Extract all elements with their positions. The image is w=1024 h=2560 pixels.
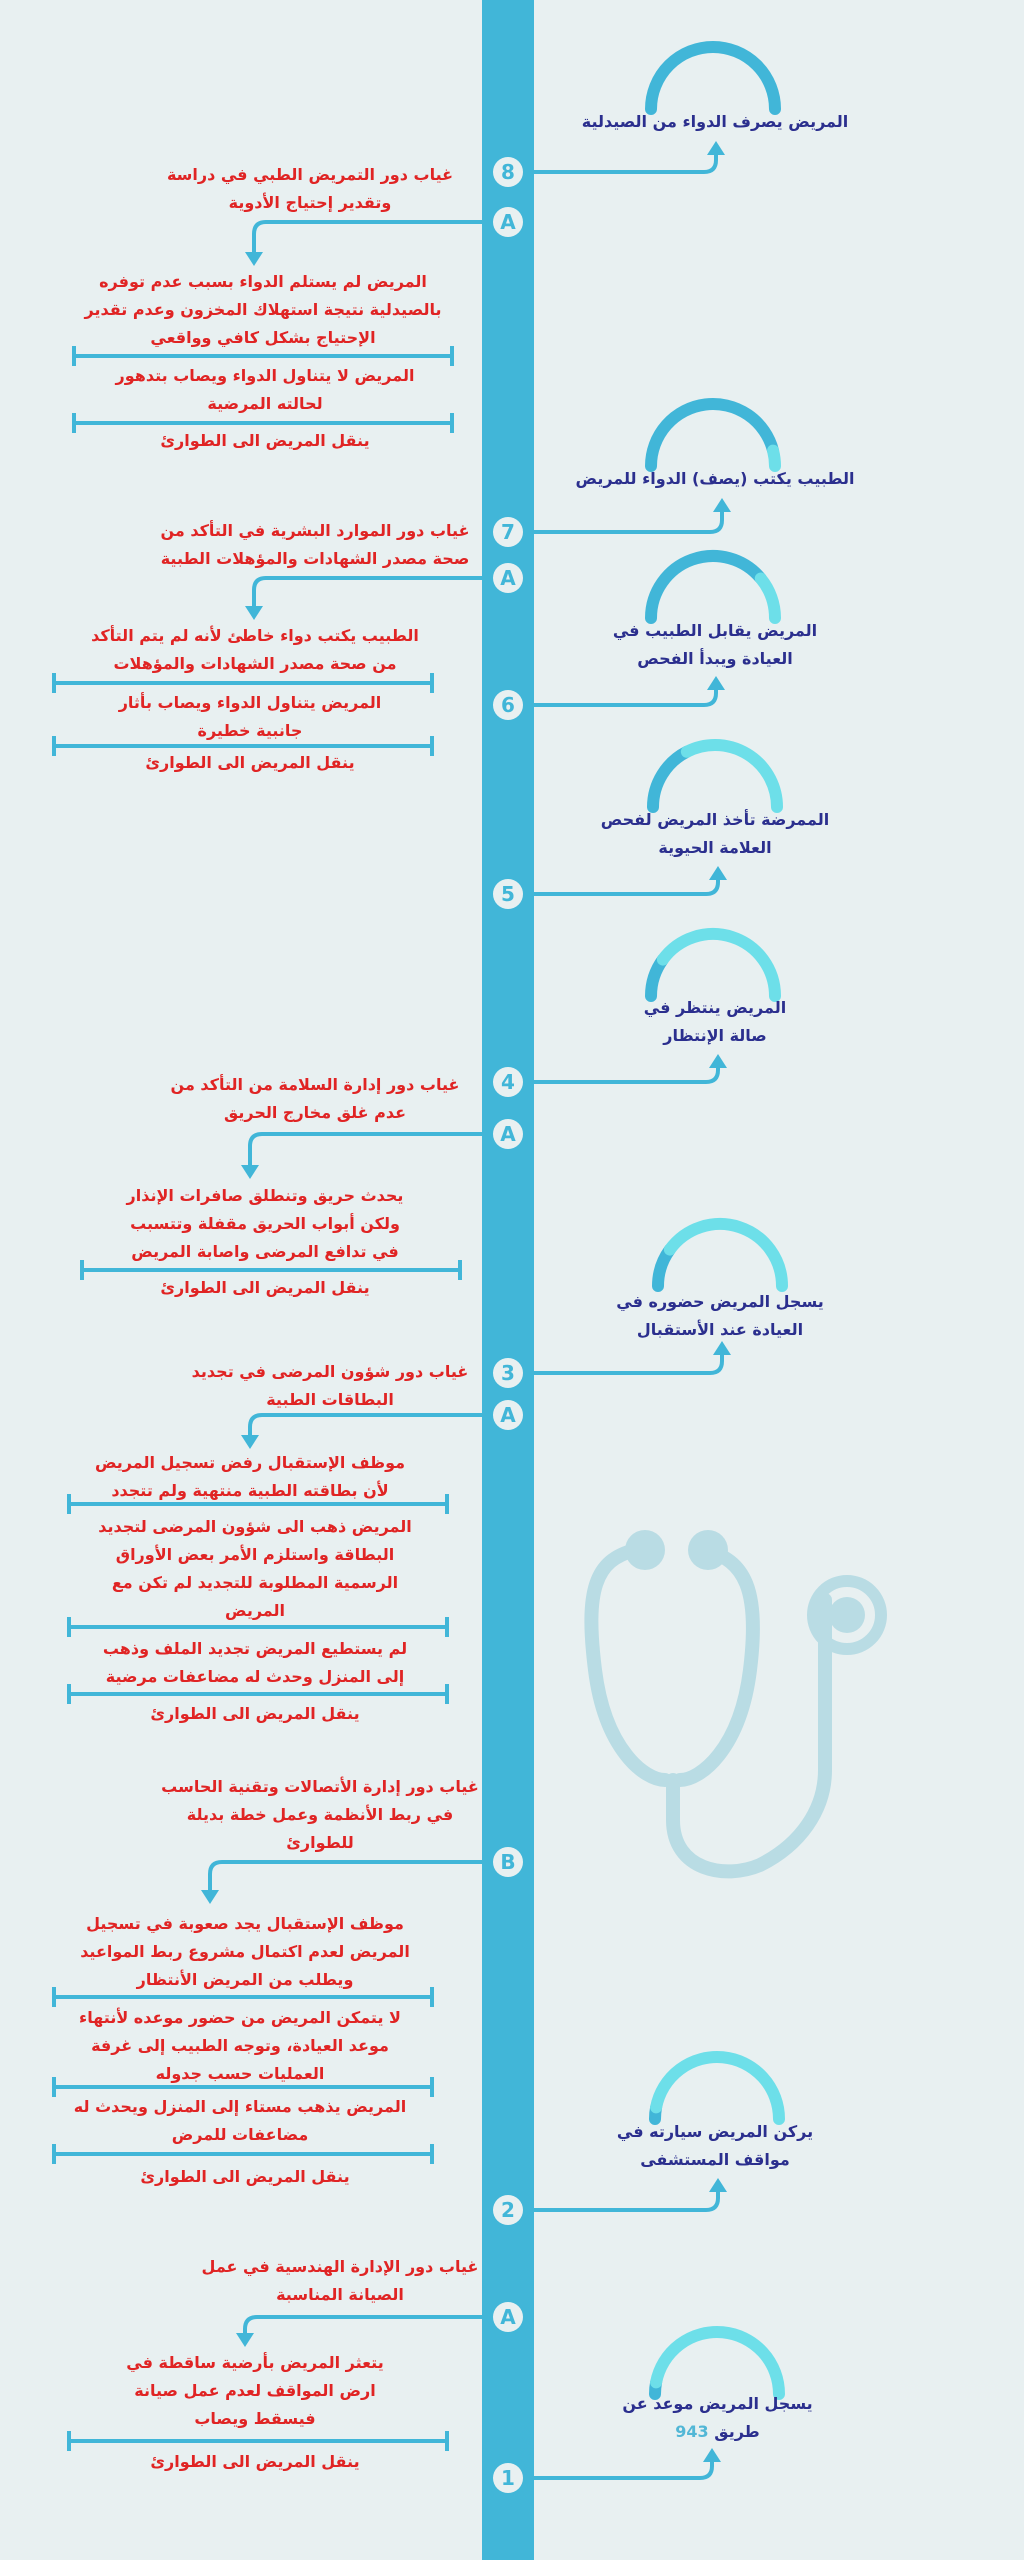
failure-cause: غياب دور إدارة الأتصالات وتقنية الحاسب في ربط الأنظمة وعمل خطة بديلة للطوارئ: [161, 1777, 479, 1852]
progress-arc-remaining: [773, 451, 775, 466]
arrow-head: [709, 1054, 727, 1068]
progress-arc-remaining: [663, 934, 775, 996]
stage-description: يسجل المريض حضوره في العيادة عند الأستقبال: [616, 1292, 824, 1339]
failure-badge-a: A: [493, 1400, 523, 1430]
stage-badge-6: 6: [493, 690, 523, 720]
arrow-head: [713, 498, 731, 512]
failure-effect: لا يتمكن المريض من حضور موعده لأنتهاء موعد العيادة، وتوجه الطبيب إلى غرفة العمليات حسب جدوله: [79, 2008, 401, 2083]
stage-description: الممرضة تأخذ المريض لفحص العلامة الحيوية: [600, 810, 830, 857]
progress-arc-filled: [651, 556, 761, 618]
failure-effect: موظف الإستقبال يجد صعوبة في تسجيل المريض لعدم اكتمال مشروع ربط المواعيد ويطلب من المريض الأنتظار: [80, 1914, 410, 1989]
connector-right: [534, 2458, 712, 2478]
failure-cause: غياب دور الموارد البشرية في التأكد من صحة مصدر الشهادات والمؤهلات الطبية: [160, 521, 470, 568]
separator: [52, 681, 434, 685]
stage-badge-7: 7: [493, 517, 523, 547]
arrow-head: [703, 2448, 721, 2462]
failure-final: ينقل المريض الى الطوارئ: [140, 2167, 350, 2186]
progress-arc-remaining: [656, 2332, 779, 2394]
failure-cause: غياب دور إدارة السلامة من التأكد من عدم غلق مخارج الحريق: [170, 1075, 460, 1122]
connector-left: [250, 1415, 482, 1439]
stage-badge-5: 5: [493, 879, 523, 909]
connector-right: [534, 686, 716, 705]
failure-final: ينقل المريض الى الطوارئ: [160, 431, 370, 450]
failure-badge-b: B: [493, 1847, 523, 1877]
phone-number: 943: [675, 2422, 709, 2441]
failure-effect: المريض يتناول الدواء ويصاب بأثار جانبية خطيرة: [118, 693, 382, 740]
separator: [67, 2439, 449, 2443]
separator: [52, 744, 434, 748]
progress-arc-remaining: [761, 578, 775, 618]
separator: [67, 1502, 449, 1506]
stage-description-line2: [600, 2418, 835, 2446]
progress-arc: [640, 733, 790, 813]
stage-description: المريض ينتظر في صالة الإنتظار: [643, 998, 787, 1045]
progress-arc-remaining: [687, 745, 777, 807]
separator: [72, 354, 454, 358]
separator: [52, 1995, 434, 1999]
stage-description: [600, 2390, 835, 2446]
arrow-head: [709, 2178, 727, 2192]
arrow-head: [201, 1890, 219, 1904]
failure-effect: الطبيب يكتب دواء خاطئ لأنه لم يتم التأكد من صحة مصدر الشهادات والمؤهلات: [91, 626, 419, 673]
failure-cause: غياب دور شؤون المرضى في تجديد البطاقات الطبية: [191, 1362, 469, 1409]
connector-right: [534, 1064, 718, 1082]
progress-arc: [642, 2045, 792, 2125]
stage-badge-2: 2: [493, 2195, 523, 2225]
stage-description: المريض يصرف الدواء من الصيدلية: [581, 112, 849, 131]
failure-effect: موظف الإستقبال رفض تسجيل المريض لأن بطاقته الطبية منتهية ولم تتجدد: [94, 1453, 406, 1500]
progress-arc: [642, 2320, 792, 2400]
stage-description: يركن المريض سيارته في مواقف المستشفى: [616, 2122, 814, 2169]
failure-badge-a: A: [493, 563, 523, 593]
progress-arc: [638, 392, 788, 472]
arrow-head: [707, 676, 725, 690]
connector-right: [534, 876, 718, 894]
progress-arc: [638, 544, 788, 624]
connector-left: [254, 578, 482, 610]
progress-arc-remaining: [656, 2057, 779, 2119]
connector-left: [210, 1862, 482, 1894]
failure-effect: يحدث حريق وتنطلق صافرات الإنذار ولكن أبواب الحريق مقفلة وتتسبب في تدافع المرضى واصابة المريض: [126, 1186, 404, 1261]
separator: [52, 2152, 434, 2156]
stage-badge-4: 4: [493, 1067, 523, 1097]
progress-arc-filled: [651, 404, 773, 466]
connector-left: [254, 222, 482, 256]
stage-badge-3: 3: [493, 1358, 523, 1388]
arrow-head: [245, 606, 263, 620]
stage-badge-8: 8: [493, 157, 523, 187]
failure-effect: لم يستطيع المريض تجديد الملف وذهب إلى المنزل وحدث له مضاعفات مرضية: [102, 1639, 408, 1686]
progress-arc-filled: [651, 47, 775, 109]
progress-arc: [638, 922, 788, 1002]
arrow-head: [236, 2333, 254, 2347]
progress-arc: [638, 35, 788, 115]
failure-effect: المريض ذهب الى شؤون المرضى لتجديد البطاقة واستلزم الأمر بعض الأوراق الرسمية المطلوبة للتجديد لم تكن مع المريض: [98, 1517, 412, 1620]
connector-right: [534, 2188, 718, 2210]
failure-effect: المريض لا يتناول الدواء ويصاب بتدهور لحالته المرضية: [115, 366, 415, 413]
failure-badge-a: A: [493, 1119, 523, 1149]
failure-final: ينقل المريض الى الطوارئ: [160, 1278, 370, 1297]
arrow-head: [707, 141, 725, 155]
stage-description-word: طريق: [714, 2422, 760, 2441]
arrow-head: [241, 1435, 259, 1449]
failure-final: ينقل المريض الى الطوارئ: [145, 753, 355, 772]
stage-description-line1: يسجل المريض موعد عن: [622, 2394, 813, 2413]
separator: [67, 1692, 449, 1696]
arrow-head: [245, 252, 263, 266]
separator: [72, 421, 454, 425]
failure-final: ينقل المريض الى الطوارئ: [150, 2452, 360, 2471]
failure-effect: المريض لم يستلم الدواء بسبب عدم توفره بالصيدلية نتيجة استهلاك المخزون وعدم تقدير الإحتياج بشكل كافي وواقعي: [84, 272, 442, 347]
stage-badge-1: 1: [493, 2463, 523, 2493]
connector-right: [534, 151, 716, 172]
stethoscope-icon: [575, 1520, 895, 1890]
failure-cause: غياب دور التمريض الطبي في دراسة وتقدير إحتياج الأدوية: [166, 165, 454, 212]
failure-effect: المريض يذهب مستاء إلى المنزل ويحدث له مضاعفات للمرض: [73, 2097, 407, 2144]
connector-right: [534, 508, 722, 532]
separator: [80, 1268, 462, 1272]
arrow-head: [241, 1165, 259, 1179]
separator: [67, 1625, 449, 1629]
progress-arc-remaining: [670, 1224, 782, 1286]
failure-final: ينقل المريض الى الطوارئ: [150, 1704, 360, 1723]
stage-description: المريض يقابل الطبيب في العيادة ويبدأ الفحص: [612, 621, 818, 668]
failure-effect: يتعثر المريض بأرضية ساقطة في ارض المواقف لعدم عمل صيانة فيسقط ويصاب: [126, 2353, 384, 2428]
connector-left: [245, 2317, 482, 2337]
failure-badge-a: A: [493, 2302, 523, 2332]
connector-left: [250, 1134, 482, 1169]
arrow-head: [709, 866, 727, 880]
progress-arc-filled: [653, 752, 687, 807]
stage-description: الطبيب يكتب (يصف) الدواء للمريض: [575, 469, 855, 488]
progress-arc: [645, 1212, 795, 1292]
separator: [52, 2085, 434, 2089]
connector-right: [534, 1351, 722, 1373]
failure-badge-a: A: [493, 207, 523, 237]
failure-cause: غياب دور الإدارة الهندسية في عمل الصيانة المناسبة: [201, 2257, 479, 2304]
